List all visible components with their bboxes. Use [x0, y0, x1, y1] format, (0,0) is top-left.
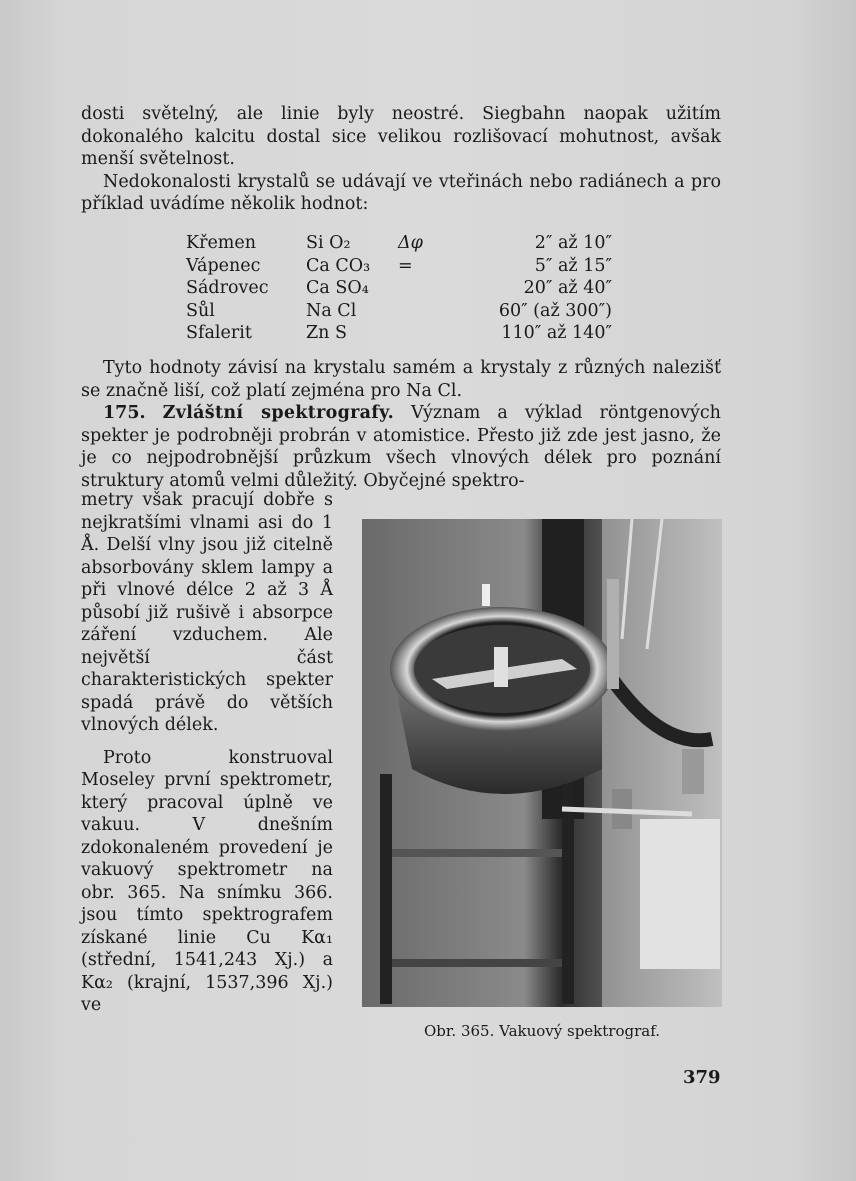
mineral-value: 5″ až 15″	[534, 255, 612, 276]
mineral-value: 2″ až 10″	[534, 233, 612, 253]
delta-phi-label: Δφ =	[398, 233, 423, 276]
figure-caption: Obr. 365. Vakuový spektrograf.	[423, 1022, 660, 1040]
mineral-formula: Si O₂	[306, 233, 351, 253]
left-column-paragraph-2: Proto konstruoval Moseley první spektrometr, který pracoval úplně ve vakuu. V dnešním zdokonaleném provedení je vakuový spektrometr na obr. 365. Na snímku 366. jsou tímto spektrografem získané linie Cu Kα₁ (střední, 1541,243 Xj.) a Kα₂ (krajní, 1537,396 Xj.) ve	[81, 747, 333, 1015]
page-number: 379	[683, 1067, 721, 1088]
mineral-name: Vápenec	[186, 255, 261, 276]
after-table-paragraph: Tyto hodnoty závisí na krystalu samém a krystaly z různých nalezišť se značně liší, což platí zejména pro Na Cl.	[81, 358, 721, 401]
mineral-value: 60″ (až 300″)	[498, 300, 612, 321]
intro-paragraph-1: dosti světelný, ale linie byly neostré. Siegbahn naopak užitím dokonalého kalcitu dostal sice velikou rozlišovací mohutnost, avšak menší světelnost.	[81, 104, 721, 169]
mineral-formula: Na Cl	[306, 300, 357, 321]
left-column-paragraph-1: metry však pracují dobře s nejkratšími vlnami asi do 1 Å. Delší vlny jsou již citelně absorbovány sklem lampy a při vlnové délce 2 až 3 Å působí již rušivě i absorpce záření vzduchem. Ale největší část charakteristických spekter spadá právě do větších vlnových délek.	[81, 490, 333, 735]
section-title: Zvláštní spektrografy.	[162, 403, 394, 423]
section-paragraph	[81, 402, 721, 492]
spectrograph-illustration	[362, 519, 722, 1007]
mineral-name: Křemen	[186, 233, 257, 253]
mineral-value: 20″ až 40″	[523, 278, 612, 298]
vacuum-spectrograph-photo	[362, 519, 722, 1007]
mineral-name: Sůl	[186, 300, 215, 321]
section-block	[81, 357, 721, 492]
section-text: Význam a výklad röntgenových spekter je podrobněji probrán v atomistice. Přesto již zde jest jasno, že je co nejpodrobnější průzkum všech vlnových délek pro poznání struktury atomů velmi důležitý. Obyčejné spektro-	[81, 403, 721, 491]
mineral-formula: Zn S	[306, 323, 347, 343]
mineral-name: Sfalerit	[186, 323, 252, 343]
mineral-formula: Ca SO₄	[306, 278, 369, 298]
mineral-formula: Ca CO₃	[306, 255, 371, 276]
intro-paragraph-2: Nedokonalosti krystalů se udávají ve vteřinách nebo radiánech a pro příklad uvádíme několik hodnot:	[81, 171, 721, 214]
mineral-name: Sádrovec	[186, 278, 269, 298]
intro-block	[81, 103, 721, 216]
mineral-value: 110″ až 140″	[501, 323, 612, 343]
left-column	[81, 489, 333, 1017]
section-number: 175.	[103, 403, 146, 423]
